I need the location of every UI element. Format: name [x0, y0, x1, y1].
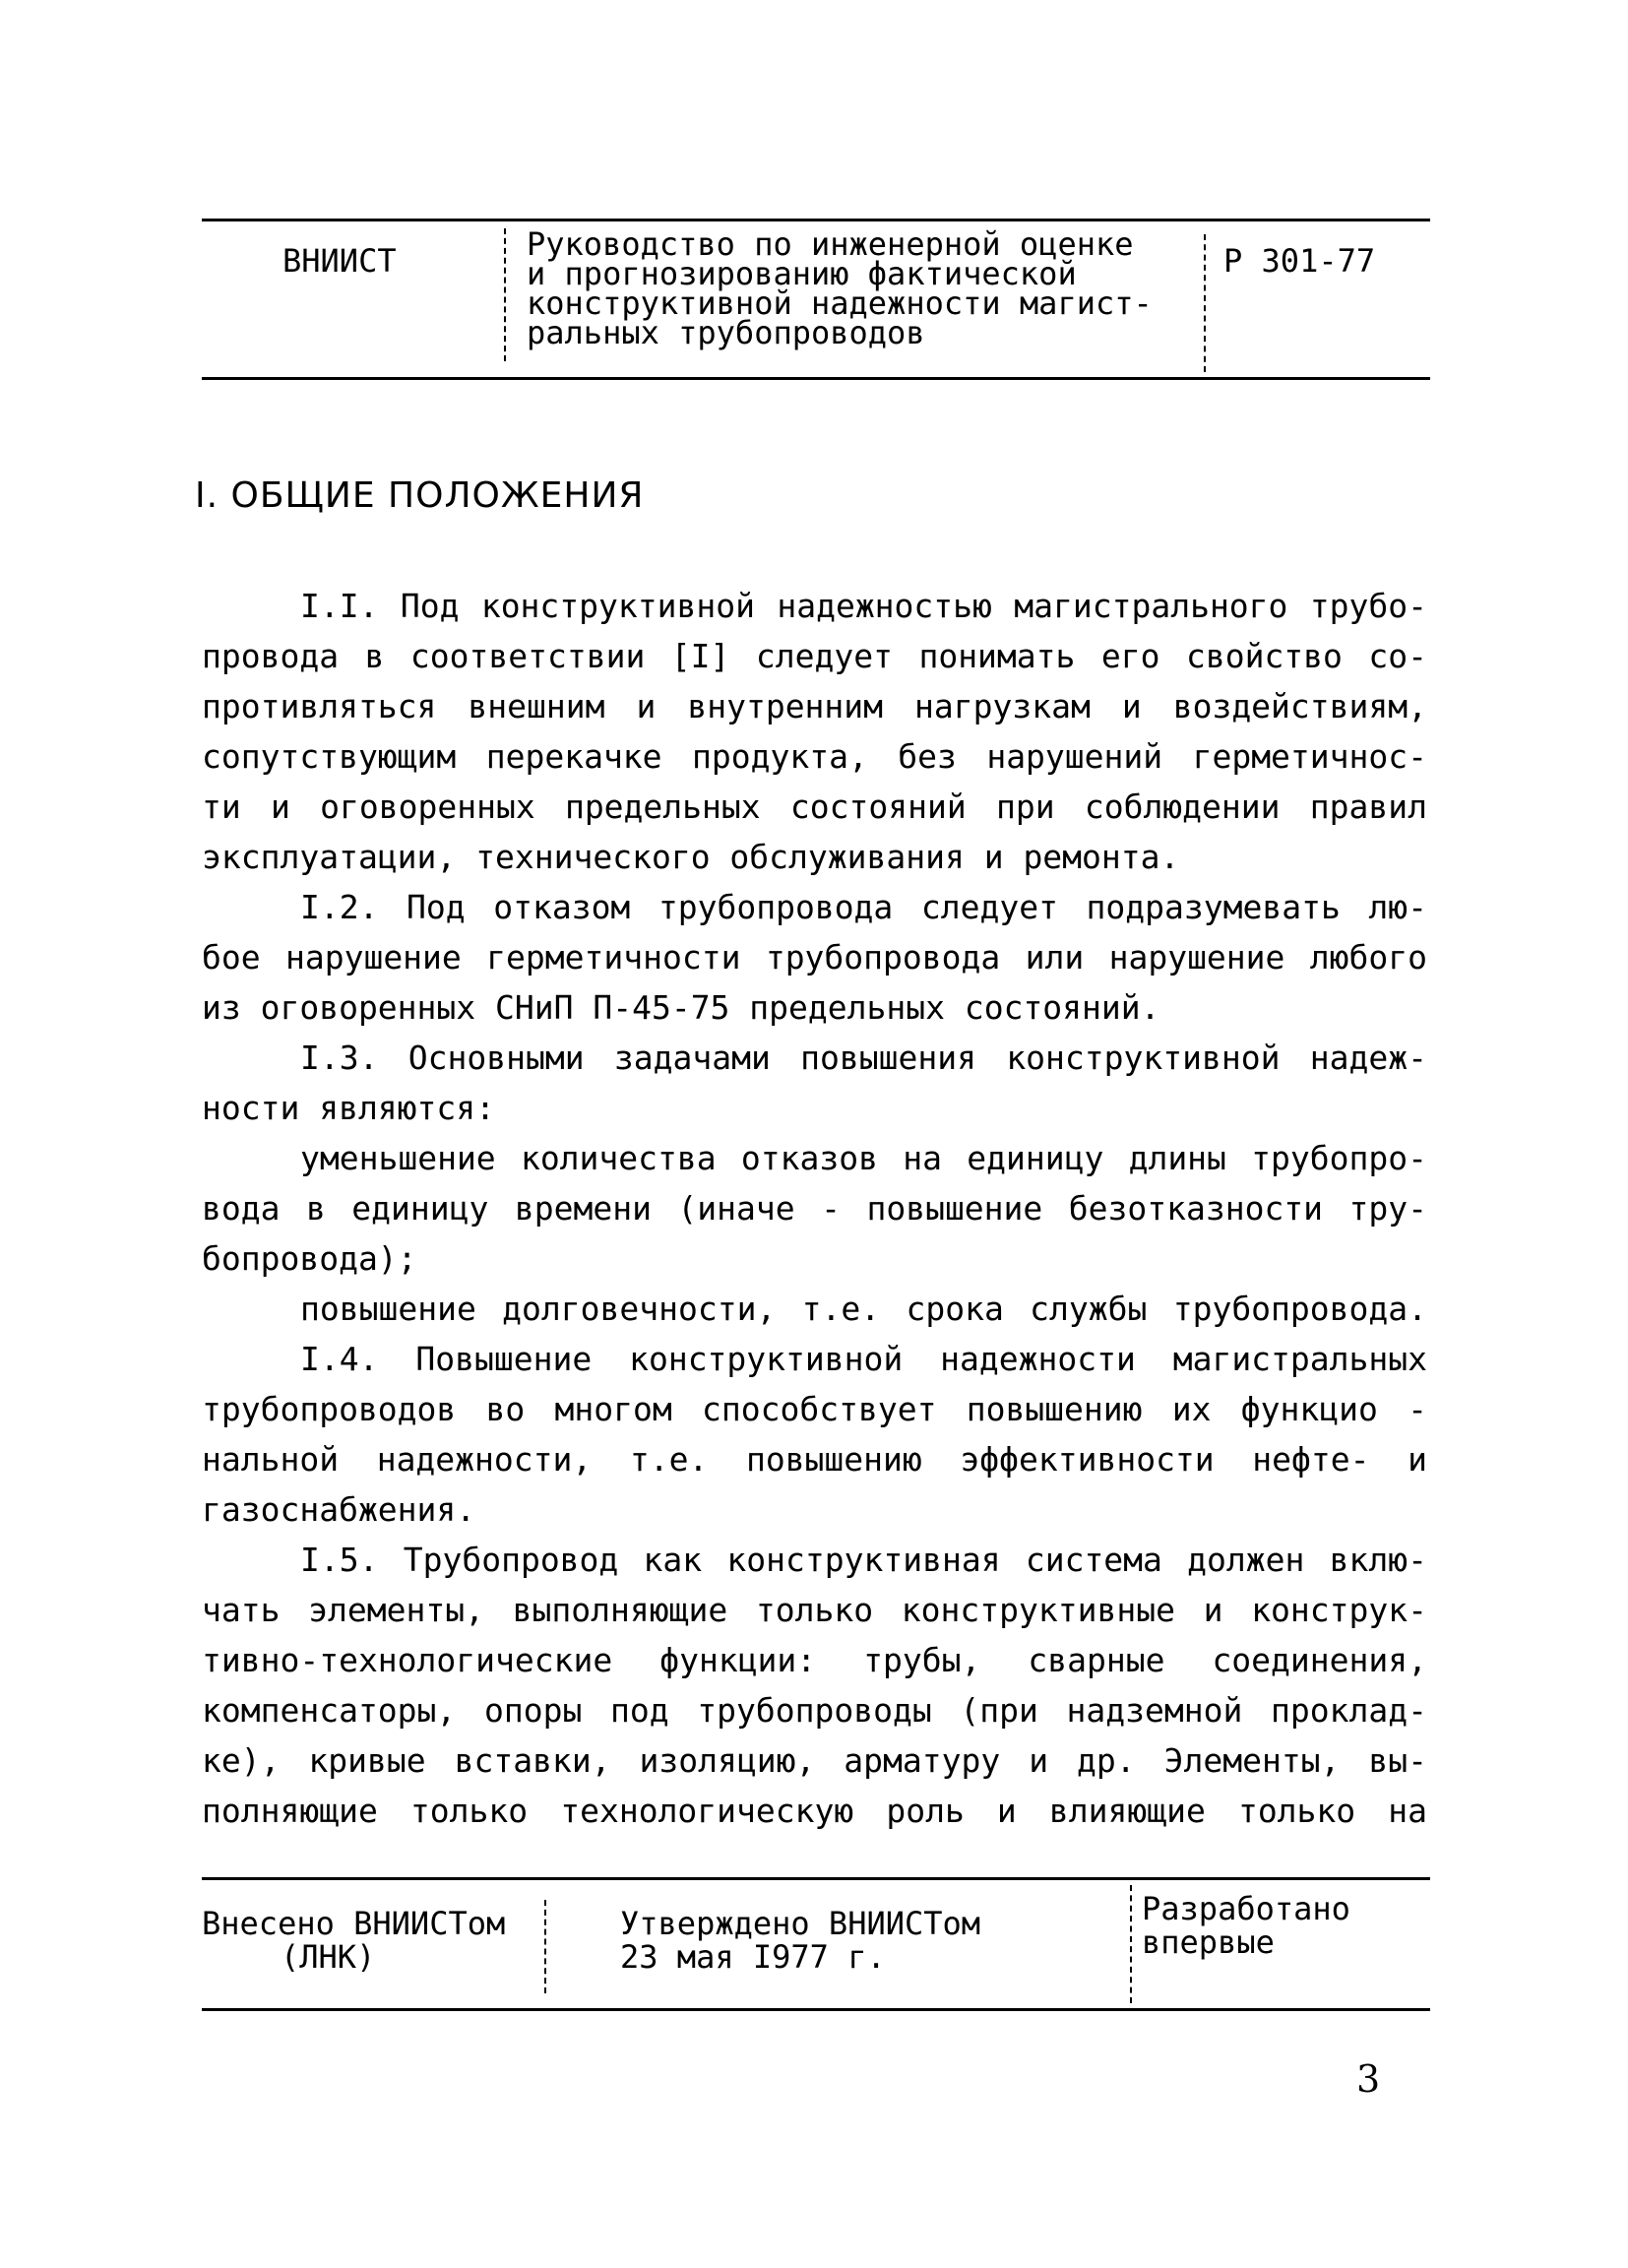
footer-approved-line: Утверждено ВНИИСТом	[620, 1905, 981, 1942]
paragraph-line: повышение долговечности, т.е. срока службы трубопровода.	[300, 1290, 1427, 1328]
paragraph-line: ности являются:	[202, 1089, 496, 1127]
paragraph-line: эксплуатации, технического обслуживания и ремонта.	[202, 838, 1180, 876]
paragraph-line: I.3. Основными задачами повышения конструктивной надеж-	[300, 1039, 1427, 1077]
paragraph-line: полняющие только технологическую роль и влияющие только на	[202, 1792, 1427, 1830]
paragraph-line: провода в соответствии [I] следует понимать его свойство со-	[202, 637, 1427, 675]
footer-top-rule	[202, 1877, 1430, 1880]
footer-introduced	[202, 1907, 556, 1974]
body-text	[202, 581, 1427, 1836]
footer-introduced-line: Внесено ВНИИСТом	[202, 1905, 506, 1942]
page-number: 3	[1356, 2057, 1381, 2101]
paragraph-line: I.2. Под отказом трубопровода следует подразумевать лю-	[300, 888, 1427, 926]
footer-divider-right	[1130, 1885, 1132, 2003]
paragraph-line: бое нарушение герметичности трубопровода или нарушение любого	[202, 938, 1427, 976]
header-title-line: конструктивной надежности магист-	[527, 284, 1153, 322]
paragraph-line: ти и оговоренных предельных состояний при соблюдении правил	[202, 788, 1427, 826]
header-divider-right	[1204, 234, 1206, 372]
footer-bottom-rule	[202, 2008, 1430, 2011]
paragraph-line: из оговоренных СНиП П-45-75 предельных состояний.	[202, 988, 1160, 1027]
paragraph-line: тивно-технологические функции: трубы, сварные соединения,	[202, 1641, 1427, 1679]
paragraph-line: I.4. Повышение конструктивной надежности магистральных	[300, 1340, 1427, 1378]
paragraph-line: I.5. Трубопровод как конструктивная система должен вклю-	[300, 1541, 1427, 1579]
header-top-rule	[202, 219, 1430, 221]
paragraph-line: компенсаторы, опоры под трубопроводы (при надземной проклад-	[202, 1691, 1427, 1730]
footer-introduced-line: (ЛНК)	[281, 1938, 376, 1976]
paragraph-line: уменьшение количества отказов на единицу длины трубопро-	[300, 1139, 1427, 1177]
footer-approved-line: 23 мая I977 г.	[620, 1938, 886, 1976]
header-title-line: и прогнозированию фактической	[527, 255, 1077, 292]
paragraph-line: ке), кривые вставки, изоляцию, арматуру и др. Элементы, вы-	[202, 1741, 1427, 1780]
footer-divider-left	[544, 1900, 546, 1993]
paragraph-line: нальной надежности, т.е. повышению эффективности нефте- и	[202, 1440, 1427, 1479]
header-bottom-rule	[202, 377, 1430, 380]
header-document-title	[527, 225, 1196, 351]
footer-developed-line: Разработано	[1142, 1890, 1350, 1927]
paragraph-line: бопровода);	[202, 1239, 417, 1278]
section-heading: I. ОБЩИЕ ПОЛОЖЕНИЯ	[195, 475, 645, 516]
footer-approved	[620, 1907, 1132, 1974]
header-title-line: ральных трубопроводов	[527, 314, 925, 351]
paragraph-line: I.I. Под конструктивной надежностью магистрального трубо-	[300, 587, 1427, 625]
paragraph-line: противляться внешним и внутренним нагрузкам и воздействиям,	[202, 687, 1427, 725]
header-organization: ВНИИСТ	[282, 242, 397, 280]
header-title-line: Руководство по инженерной оценке	[527, 225, 1134, 263]
header-divider-left	[504, 228, 506, 361]
paragraph-line: чать элементы, выполняющие только конструктивные и конструк-	[202, 1591, 1427, 1629]
paragraph-line: вода в единицу времени (иначе - повышение безотказности тру-	[202, 1189, 1427, 1228]
paragraph-line: сопутствующим перекачке продукта, без нарушений герметичнос-	[202, 737, 1427, 776]
footer-developed	[1142, 1892, 1437, 1959]
header-document-code: Р 301-77	[1223, 242, 1376, 280]
footer-developed-line: впервые	[1142, 1923, 1275, 1961]
paragraph-line: газоснабжения.	[202, 1490, 476, 1529]
paragraph-line: трубопроводов во многом способствует повышению их функцио -	[202, 1390, 1427, 1428]
